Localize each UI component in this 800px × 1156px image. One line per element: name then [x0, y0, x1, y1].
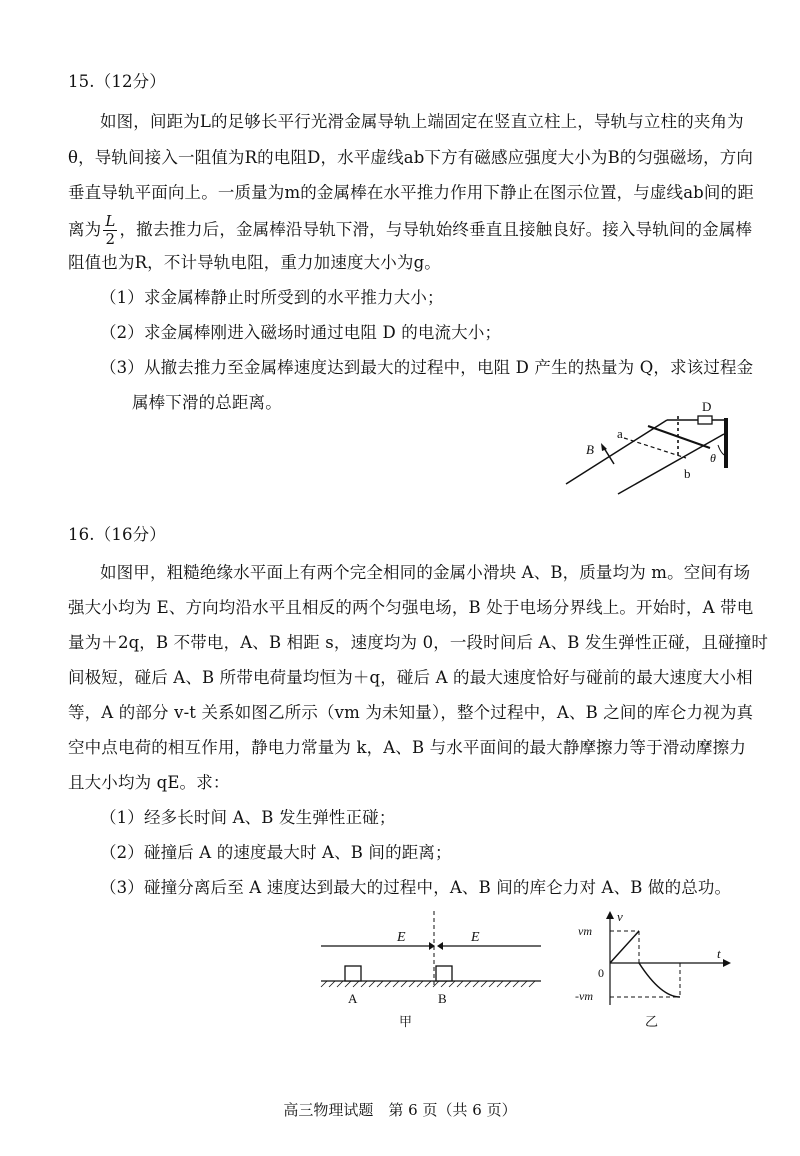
- resistor-d: [698, 416, 712, 424]
- field-arrow-left-icon: [437, 942, 443, 950]
- q15-line-5: 阻值也为R，不计导轨电阻，重力加速度大小为g。: [68, 253, 441, 272]
- q16-line-5: 等，A 的部分 v-t 关系如图乙所示（vm 为未知量），整个过程中，A、B 之间的库仑力视为真: [68, 703, 754, 722]
- label-theta: θ: [710, 451, 716, 465]
- fig-yi: [565, 905, 740, 1030]
- label-block-b: B: [438, 991, 447, 1006]
- q16-line-3: 量为＋2q，B 不带电，A、B 相距 s，速度均为 0，一段时间后 A、B 发生弹性正碰，且碰撞时: [68, 633, 769, 652]
- caption-yi: 乙: [645, 1014, 659, 1029]
- label-block-a: A: [348, 991, 358, 1006]
- v-axis-arrow-icon: [606, 911, 614, 919]
- block-a: [345, 966, 361, 981]
- metal-rod: [648, 426, 710, 448]
- q16-line-7: 且大小均为 qE。求：: [68, 773, 230, 792]
- label-vm: vm: [578, 924, 592, 938]
- label-neg-vm: -vm: [575, 989, 593, 1003]
- q16-line-1: 如图甲，粗糙绝缘水平面上有两个完全相同的金属小滑块 A、B，质量均为 m。空间有场: [100, 563, 751, 582]
- vt-curve: [639, 963, 680, 997]
- q16-line-2: 强大小均为 E、方向均沿水平且相反的两个匀强电场，B 处于电场分界线上。开始时，A 带电: [68, 598, 754, 617]
- label-origin: 0: [598, 966, 604, 980]
- label-t: t: [717, 946, 721, 961]
- q16-line-6: 空中点电荷的相互作用，静电力常量为 k，A、B 与水平面间的最大静摩擦力等于滑动摩擦力: [68, 738, 746, 757]
- label-a: a: [617, 426, 623, 441]
- q15-part-3: （3）从撤去推力至金属棒速度达到最大的过程中，电阻 D 产生的热量为 Q，求该过程金: [100, 358, 754, 377]
- q15-line-4-before: 离为: [68, 220, 102, 239]
- t-axis-arrow-icon: [723, 959, 731, 967]
- line-ab: [624, 438, 686, 458]
- q15-fraction-denominator: 2: [105, 230, 116, 248]
- label-b: b: [684, 466, 691, 481]
- q16-part-3: （3）碰撞分离后至 A 速度达到最大的过程中，A、B 间的库仑力对 A、B 做的总功。: [100, 878, 732, 897]
- fig-jia: [315, 905, 545, 1030]
- page-footer: 高三物理试题 第 6 页（共 6 页）: [283, 1101, 517, 1119]
- vt-rising-segment: [610, 931, 639, 963]
- b-arrow: [604, 448, 614, 464]
- caption-jia: 甲: [399, 1014, 413, 1029]
- label-e-right: E: [471, 930, 480, 945]
- block-b: [436, 966, 452, 981]
- q15-part-3-cont: 属棒下滑的总距离。: [132, 393, 282, 412]
- q15-heading: 15.（12分）: [68, 72, 166, 91]
- ground-hatch: [321, 981, 535, 987]
- q15-part-1: （1）求金属棒静止时所受到的水平推力大小；: [100, 288, 444, 307]
- q15-part-2: （2）求金属棒刚进入磁场时通过电阻 D 的电流大小；: [100, 323, 502, 342]
- right-rail: [618, 434, 724, 494]
- q15-line-1: 如图，间距为L的足够长平行光滑金属导轨上端固定在竖直立柱上，导轨与立柱的夹角为: [100, 112, 744, 131]
- q15-fraction-numerator: L: [105, 212, 116, 230]
- label-e-left: E: [397, 930, 406, 945]
- q16-line-4: 间极短，碰后 A、B 所带电荷量均恒为＋q，碰后 A 的最大速度恰好与碰前的最大速度大小相: [68, 668, 753, 687]
- label-v: v: [617, 909, 623, 924]
- label-b-field: B: [586, 442, 594, 457]
- q16-part-2: （2）碰撞后 A 的速度最大时 A、B 间的距离；: [100, 843, 452, 862]
- q15-line-4: [68, 212, 753, 248]
- q16-part-1: （1）经多长时间 A、B 发生弹性正碰；: [100, 808, 396, 827]
- q16-heading: 16.（16分）: [68, 525, 166, 544]
- q15-line-3: 垂直导轨平面向上。一质量为m的金属棒在水平推力作用下静止在图示位置，与虚线ab间的距: [68, 183, 754, 202]
- q15-line-2: θ，导轨间接入一阻值为R的电阻D，水平虚线ab下方有磁感应强度大小为B的匀强磁场，方向: [68, 148, 754, 167]
- q15-line-4-after: ，撤去推力后，金属棒沿导轨下滑，与导轨始终垂直且接触良好。接入导轨间的金属棒: [119, 220, 753, 239]
- label-d: D: [702, 399, 712, 414]
- b-arrowhead-icon: [601, 443, 607, 451]
- q15-figure: [560, 396, 740, 496]
- q15-fraction: [103, 213, 117, 248]
